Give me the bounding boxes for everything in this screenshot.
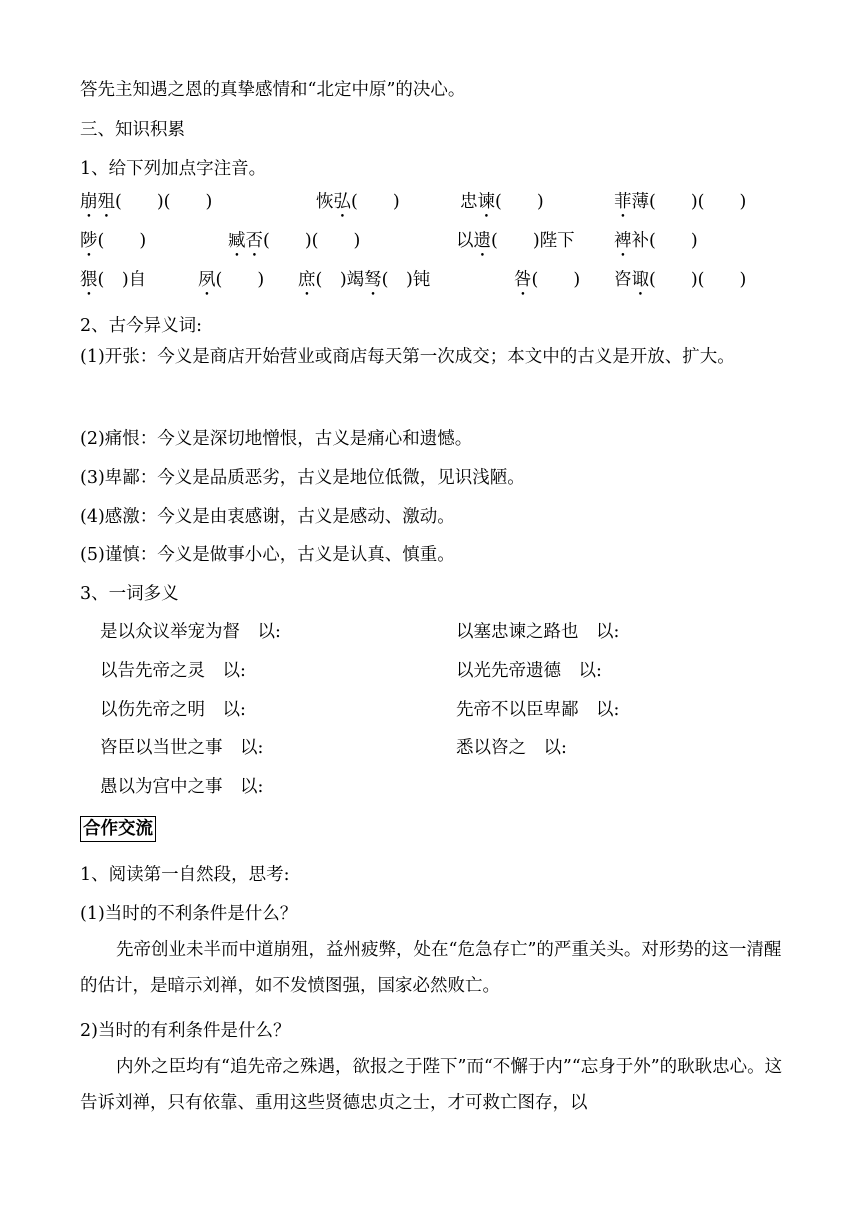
cooperation-heading: 合作交流 — [80, 816, 156, 842]
pinyin-item: 以遗( )陛下 — [456, 231, 575, 251]
pinyin-item: 菲薄( )( ) — [614, 192, 747, 212]
pinyin-item: 崩殂( )( ) — [80, 192, 213, 212]
polysemy-right-1: 以塞忠谏之路也 以: — [456, 622, 620, 642]
polysemy-left-5: 愚以为宫中之事 以: — [100, 777, 264, 797]
pinyin-row-3 — [80, 266, 800, 296]
question-3-title: 3、一词多义 — [80, 584, 179, 604]
polysemy-left-4: 咨臣以当世之事 以: — [100, 738, 264, 758]
question-1-title: 1、给下列加点字注音。 — [80, 159, 267, 179]
pinyin-item: 咨诹( )( ) — [614, 270, 747, 290]
synonym-item-1: (1)开张：今义是商店开始营业或商店每天第一次成交；本文中的古义是开放、扩大。 — [80, 347, 735, 367]
polysemy-left-2: 以告先帝之灵 以: — [100, 661, 246, 681]
polysemy-right-4: 悉以咨之 以: — [456, 738, 567, 758]
cooperation-question-1: 1、阅读第一自然段，思考: — [80, 865, 290, 885]
synonym-item-2: (2)痛恨：今义是深切地憎恨，古义是痛心和遗憾。 — [80, 429, 473, 449]
section-title: 三、知识积累 — [80, 120, 185, 140]
pinyin-item: 裨补( ) — [614, 231, 698, 251]
question-2-title: 2、古今异义词: — [80, 316, 203, 336]
pinyin-row-2 — [80, 227, 800, 257]
synonym-item-3: (3)卑鄙：今义是品质恶劣，古义是地位低微，见识浅陋。 — [80, 468, 525, 488]
synonym-item-5: (5)谨慎：今义是做事小心，古义是认真、慎重。 — [80, 545, 455, 565]
pinyin-item: 臧否( )( ) — [228, 231, 361, 251]
pinyin-item: 恢弘( ) — [316, 192, 400, 212]
pinyin-item: 咎( ) — [514, 270, 581, 290]
sub-question-1: (1)当时的不利条件是什么？ — [80, 904, 298, 924]
polysemy-left-1: 是以众议举宠为督 以: — [100, 622, 281, 642]
intro-line: 答先主知遇之恩的真挚感情和“北定中原”的决心。 — [80, 80, 466, 100]
sub-question-2: 2)当时的有利条件是什么？ — [80, 1021, 291, 1041]
pinyin-item: 忠谏( ) — [460, 192, 544, 212]
answer-2: 内外之臣均有“追先帝之殊遇，欲报之于陛下”而“不懈于内”“忘身于外”的耿耿忠心。这告诉刘禅，只有依靠、重用这些贤德忠贞之士，才可救亡图存，以 — [80, 1057, 783, 1113]
polysemy-right-3: 先帝不以臣卑鄙 以: — [456, 700, 620, 720]
polysemy-right-2: 以光先帝遗德 以: — [456, 661, 602, 681]
synonym-item-4: (4)感激：今义是由衷感谢，古义是感动、激动。 — [80, 507, 455, 527]
pinyin-item: 猥( )自 — [80, 270, 147, 290]
pinyin-row-1 — [80, 188, 800, 218]
answer-1: 先帝创业未半而中道崩殂，益州疲弊，处在“危急存亡”的严重关头。对形势的这一清醒的估计，是暗示刘禅，如不发愤图强，国家必然败亡。 — [80, 940, 782, 996]
pinyin-item: 夙( ) — [198, 270, 265, 290]
pinyin-item: 陟( ) — [80, 231, 147, 251]
pinyin-item: 庶( )竭驽( )钝 — [298, 270, 431, 290]
polysemy-left-3: 以伤先帝之明 以: — [100, 700, 246, 720]
